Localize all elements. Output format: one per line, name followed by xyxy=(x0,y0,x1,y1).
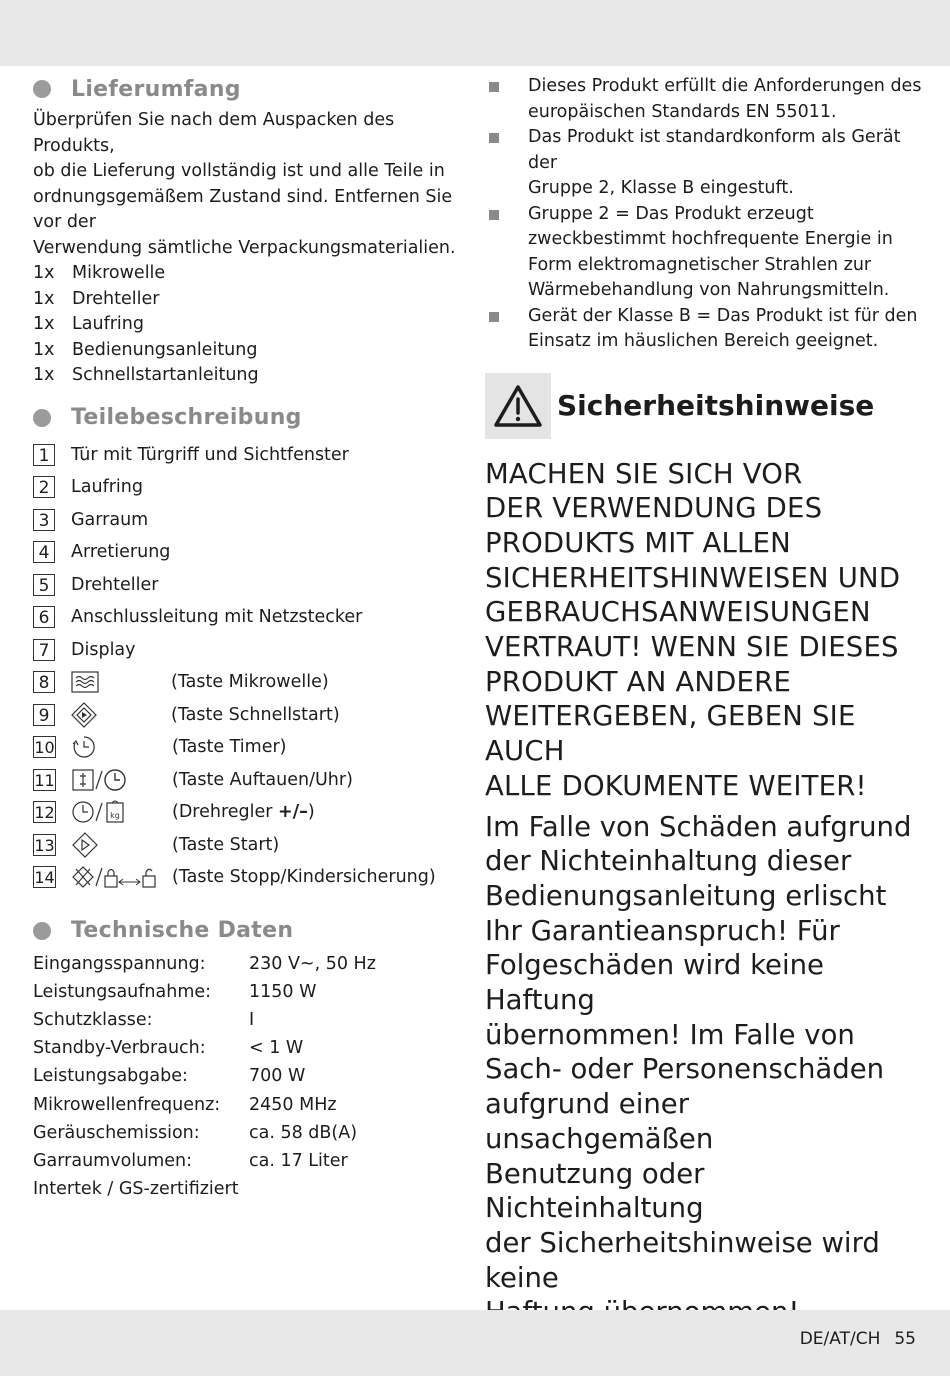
item-qty: 1x xyxy=(33,288,55,309)
footer xyxy=(786,1329,916,1349)
part-item xyxy=(33,569,473,602)
part-label: Laufring xyxy=(71,477,143,498)
part-number: 9 xyxy=(33,704,55,726)
specs-table xyxy=(33,950,473,1204)
text-line: ob die Lieferung vollständig ist und alle Teile in xyxy=(33,161,445,181)
text-line: übernommen! Im Falle von xyxy=(485,1018,855,1051)
section-bullet-icon xyxy=(33,922,51,940)
text-line: Ihr Garantieanspruch! Für xyxy=(485,914,840,947)
part-label: (Taste Start) xyxy=(172,834,280,855)
text-line: MACHEN SIE SICH VOR xyxy=(485,457,803,490)
item-qty: 1x xyxy=(33,314,55,334)
scope-intro xyxy=(33,108,473,261)
section-bullet-icon xyxy=(33,409,51,427)
spec-value: 700 W xyxy=(249,1066,306,1087)
text-line: Wärmebehandlung von Nahrungsmitteln. xyxy=(528,280,890,300)
timer-icon xyxy=(72,735,96,759)
spec-key: Leistungsaufnahme: xyxy=(33,981,212,1002)
text-line: Form elektromagnetischer Strahlen zur xyxy=(528,254,872,275)
part-item xyxy=(33,471,473,504)
part-label: (Taste Stopp/Kindersicherung) xyxy=(172,867,436,888)
part-label: (Taste Auftauen/Uhr) xyxy=(172,769,353,790)
spec-value: < 1 W xyxy=(249,1038,304,1059)
icon-cell xyxy=(72,832,172,858)
item-text xyxy=(528,304,918,355)
text-line: Benutzung oder Nichteinhaltung xyxy=(485,1157,705,1225)
section-heading-parts xyxy=(33,403,473,433)
text-line: Folgeschäden wird keine Haftung xyxy=(485,949,824,1017)
header-band xyxy=(0,0,950,66)
icon-cell xyxy=(71,702,171,728)
warning-triangle-icon xyxy=(493,384,543,428)
item-name: Laufring xyxy=(72,314,144,334)
part-item xyxy=(33,504,473,537)
text-line: DER VERWENDUNG DES xyxy=(485,492,823,525)
text-line: Verwendung sämtliche Verpackungsmaterialien. xyxy=(33,237,456,258)
part-item xyxy=(33,601,473,634)
spec-row xyxy=(33,950,473,978)
section-title: Teilebeschreibung xyxy=(71,405,302,430)
item-name: Drehteller xyxy=(72,288,160,309)
spec-key: Mikrowellenfrequenz: xyxy=(33,1094,221,1115)
spec-row xyxy=(33,1062,473,1090)
safety-caps-text xyxy=(485,457,925,804)
part-number: 13 xyxy=(34,835,55,855)
text-line: ordnungsgemäßem Zustand sind. Entfernen Sie vor der xyxy=(33,186,453,232)
spec-value: 1150 W xyxy=(249,981,317,1002)
part-item xyxy=(33,666,473,699)
text-line: ALLE DOKUMENTE WEITER! xyxy=(485,769,867,802)
parts-list xyxy=(33,439,473,894)
text-line: SICHERHEITSHINWEISEN UND xyxy=(485,561,901,594)
square-bullet-icon xyxy=(489,133,499,143)
text-line: der Nichteinhaltung dieser xyxy=(485,845,852,878)
part-number: 4 xyxy=(33,541,55,563)
safety-title: Sicherheitshinweise xyxy=(557,389,875,422)
item-text xyxy=(528,202,893,304)
part-number: 7 xyxy=(33,639,55,661)
part-label: (Taste Mikrowelle) xyxy=(171,672,329,693)
list-item xyxy=(485,74,925,125)
item-name: Schnellstartanleitung xyxy=(72,365,259,385)
spec-row xyxy=(33,1147,473,1175)
warning-box xyxy=(485,373,551,439)
spec-key: Leistungsabgabe: xyxy=(33,1066,188,1087)
part-label-bold: +/– xyxy=(278,802,308,823)
text-line: WEITERGEBEN, GEBEN SIE AUCH xyxy=(485,700,856,768)
text-line: Überprüfen Sie nach dem Auspacken des Produkts, xyxy=(33,110,395,156)
list-item xyxy=(485,304,925,355)
defrost-clock-icon xyxy=(72,768,128,792)
spec-key: Garraumvolumen: xyxy=(33,1150,193,1171)
text-line: zweckbestimmt hochfrequente Energie in xyxy=(528,229,893,249)
text-line: Gruppe 2, Klasse B eingestuft. xyxy=(528,178,794,198)
square-bullet-icon xyxy=(489,82,499,92)
section-heading-specs xyxy=(33,916,473,946)
part-item xyxy=(33,699,473,732)
warranty-text xyxy=(485,810,925,1331)
list-item xyxy=(485,202,925,304)
icon-cell xyxy=(72,865,172,889)
section-title: Lieferumfang xyxy=(71,76,241,102)
icon-cell xyxy=(72,768,172,792)
spec-key: Standby-Verbrauch: xyxy=(33,1038,206,1059)
part-label: (Taste Timer) xyxy=(172,737,287,758)
scope-list xyxy=(33,261,473,389)
item-qty: 1x xyxy=(33,339,55,360)
part-number: 10 xyxy=(34,738,55,758)
icon-cell xyxy=(71,671,171,693)
list-item xyxy=(33,261,473,287)
item-qty: 1x xyxy=(33,365,55,385)
spec-key: Geräuschemission: xyxy=(33,1122,200,1143)
dial-weight-icon xyxy=(72,800,128,824)
item-text xyxy=(528,74,921,125)
page-number: 55 xyxy=(894,1329,916,1349)
list-item xyxy=(33,312,473,338)
part-label-end: ) xyxy=(307,802,315,823)
part-number: 3 xyxy=(33,509,55,531)
part-number: 12 xyxy=(34,803,55,823)
spec-row xyxy=(33,1006,473,1034)
certification-note: Intertek / GS-zertifiziert xyxy=(33,1179,239,1200)
svg-text:kg: kg xyxy=(110,811,120,821)
text-line: Das Produkt ist standardkonform als Gerät der xyxy=(528,127,901,173)
conformity-list xyxy=(485,74,925,355)
text-line: Dieses Produkt erfüllt die Anforderungen des xyxy=(528,76,922,96)
quick-start-icon xyxy=(71,702,97,728)
spec-value: ca. 58 dB(A) xyxy=(249,1122,358,1143)
icon-cell xyxy=(72,800,172,824)
text-line: VERTRAUT! WENN SIE DIESES xyxy=(485,631,899,664)
stop-lock-icon xyxy=(72,865,162,889)
list-item xyxy=(485,125,925,202)
text-line: Einsatz im häuslichen Bereich geeignet. xyxy=(528,331,879,351)
text-line: Gruppe 2 = Das Produkt erzeugt xyxy=(528,203,814,224)
spec-row xyxy=(33,1091,473,1119)
part-label: (Taste Schnellstart) xyxy=(171,704,340,725)
list-item xyxy=(33,287,473,313)
part-number: 1 xyxy=(33,444,55,466)
section-heading-scope xyxy=(33,74,473,104)
microwave-waves-icon xyxy=(71,671,99,693)
part-label: Display xyxy=(71,639,136,660)
list-item xyxy=(33,363,473,389)
left-column xyxy=(33,74,473,1203)
spec-row xyxy=(33,1119,473,1147)
part-label: Arretierung xyxy=(71,542,171,563)
part-label: Anschlussleitung mit Netzstecker xyxy=(71,607,363,628)
part-item xyxy=(33,536,473,569)
item-name: Bedienungsanleitung xyxy=(72,339,258,360)
part-item xyxy=(33,439,473,472)
spec-key: Schutzklasse: xyxy=(33,1009,153,1030)
start-icon xyxy=(72,832,98,858)
item-name: Mikrowelle xyxy=(72,263,166,283)
part-number: 8 xyxy=(33,671,55,693)
text-line: PRODUKTS MIT ALLEN xyxy=(485,526,791,559)
right-column xyxy=(485,74,925,1330)
part-number: 11 xyxy=(34,770,55,790)
text-line: aufgrund einer unsachgemäßen xyxy=(485,1088,714,1155)
text-line: Bedienungsanleitung erlischt xyxy=(485,879,887,912)
part-number: 6 xyxy=(33,606,55,628)
spec-key: Eingangsspannung: xyxy=(33,953,206,974)
footer-region: DE/AT/CH xyxy=(799,1329,881,1349)
square-bullet-icon xyxy=(489,210,499,220)
icon-cell xyxy=(72,735,172,759)
spec-value: 230 V~, 50 Hz xyxy=(249,953,376,974)
spec-row xyxy=(33,978,473,1006)
text-line: Sach- oder Personenschäden xyxy=(485,1053,885,1086)
part-label-text: (Drehregler xyxy=(172,802,279,823)
square-bullet-icon xyxy=(489,312,499,322)
spec-value: ca. 17 Liter xyxy=(249,1150,348,1171)
part-label: Tür mit Türgriff und Sichtfenster xyxy=(71,444,349,465)
part-item xyxy=(33,731,473,764)
part-number: 2 xyxy=(33,476,55,498)
part-label: Drehteller xyxy=(71,574,159,595)
section-title: Technische Daten xyxy=(71,918,294,943)
spec-value: I xyxy=(249,1009,255,1030)
text-line: Gerät der Klasse B = Das Produkt ist für den xyxy=(528,305,918,326)
safety-heading xyxy=(485,373,925,439)
part-item xyxy=(33,829,473,862)
text-line: der Sicherheitshinweise wird keine xyxy=(485,1226,880,1294)
spec-value: 2450 MHz xyxy=(249,1094,337,1115)
item-qty: 1x xyxy=(33,263,55,283)
part-item xyxy=(33,764,473,797)
list-item xyxy=(33,338,473,364)
section-bullet-icon xyxy=(33,80,51,98)
text-line: PRODUKT AN ANDERE xyxy=(485,665,792,698)
text-line: GEBRAUCHSANWEISUNGEN xyxy=(485,596,871,629)
part-label: Garraum xyxy=(71,509,149,530)
part-number: 14 xyxy=(34,868,55,888)
part-item xyxy=(33,634,473,667)
text-line: europäischen Standards EN 55011. xyxy=(528,101,837,122)
part-number: 5 xyxy=(33,574,55,596)
item-text xyxy=(528,125,925,202)
spec-row xyxy=(33,1034,473,1062)
part-label xyxy=(172,802,315,822)
part-item xyxy=(33,861,473,894)
part-item xyxy=(33,796,473,829)
text-line: Im Falle von Schäden aufgrund xyxy=(485,810,912,843)
